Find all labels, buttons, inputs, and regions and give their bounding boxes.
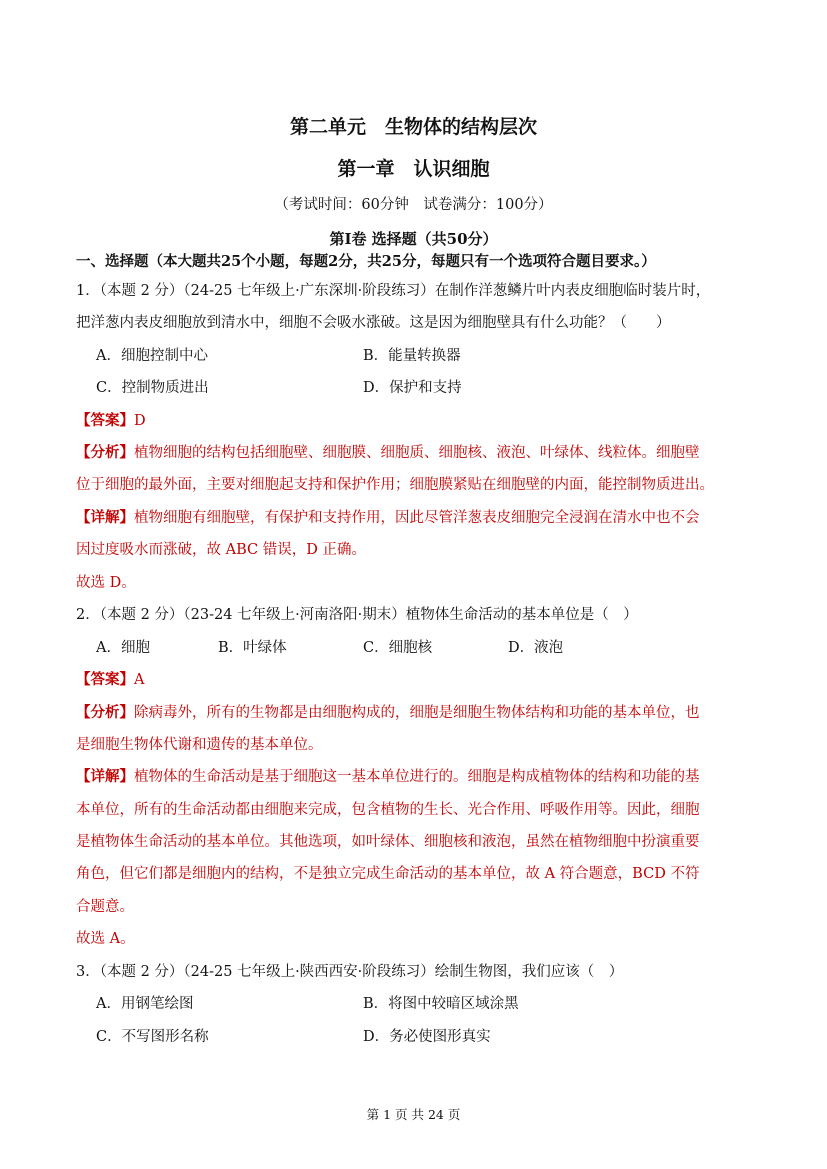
question-1-detail-line-2: 因过度吸水而涨破，故 ABC 错误，D 正确。: [76, 542, 366, 558]
question-2-analysis-line-2: 是细胞生物体代谢和遗传的基本单位。: [76, 737, 323, 753]
question-1-analysis-line-2: 位于细胞的最外面，主要对细胞起支持和保护作用；细胞膜紧贴在细胞壁的内面，能控制物质进出。: [76, 477, 714, 493]
section-instructions: 一、选择题（本大题共25个小题，每题2分，共25分，每题只有一个选项符合题目要求。）: [76, 253, 656, 270]
chapter-title: 第一章 认识细胞: [337, 158, 490, 180]
question-1-detail-line-1: [76, 508, 700, 528]
question-1-answer: [76, 411, 146, 431]
analysis-tag: 【分析】: [76, 444, 134, 461]
question-2-detail-line-4: 角色，但它们都是细胞内的结构，不是独立完成生命活动的基本单位，故 A 符合题意，BCD 不符: [76, 866, 700, 882]
question-1-stem-line-2: 把洋葱内表皮细胞放到清水中，细胞不会吸水涨破。这是因为细胞壁具有什么功能？（ ）: [76, 315, 671, 331]
question-2-analysis-line-1: [76, 703, 700, 723]
answer-value: A: [134, 672, 145, 688]
question-3-option-b: B．将图中较暗区域涂黑: [363, 996, 519, 1012]
analysis-tag: 【分析】: [76, 704, 134, 721]
answer-tag: 【答案】: [76, 671, 134, 688]
question-1-option-b: B．能量转换器: [363, 348, 461, 364]
exam-info: （考试时间：60分钟 试卷满分：100分）: [274, 197, 553, 213]
detail-text: 植物细胞有细胞壁，有保护和支持作用，因此尽管洋葱表皮细胞完全浸润在清水中也不会: [134, 510, 700, 526]
question-2-conclusion: 故选 A。: [76, 931, 135, 947]
question-3-option-d: D．务必使图形真实: [363, 1029, 491, 1045]
question-1-option-a: A．细胞控制中心: [96, 348, 208, 364]
question-2-option-c: C．细胞核: [363, 640, 433, 656]
analysis-text: 除病毒外，所有的生物都是由细胞构成的，细胞是细胞生物体结构和功能的基本单位，也: [134, 705, 700, 721]
section-title: 第Ⅰ卷 选择题（共50分）: [329, 230, 498, 248]
question-1-conclusion: 故选 D。: [76, 575, 136, 591]
question-1-option-c: C．控制物质进出: [96, 380, 209, 396]
unit-title: 第二单元 生物体的结构层次: [289, 116, 537, 138]
question-2-stem: 2．（本题 2 分）（23-24 七年级上·河南洛阳·期末）植物体生命活动的基本单位是（ ）: [76, 607, 638, 623]
question-3-option-a: A．用钢笔绘图: [96, 996, 194, 1012]
answer-tag: 【答案】: [76, 412, 134, 429]
question-2-option-b: B．叶绿体: [218, 640, 287, 656]
question-2-answer: [76, 670, 144, 690]
question-3-option-c: C．不写图形名称: [96, 1029, 209, 1045]
detail-tag: 【详解】: [76, 768, 134, 785]
question-2-detail-line-5: 合题意。: [76, 899, 134, 915]
question-3-stem: 3．（本题 2 分）（24-25 七年级上·陕西西安·阶段练习）绘制生物图，我们应该（ ）: [76, 964, 624, 980]
analysis-text: 植物细胞的结构包括细胞壁、细胞膜、细胞质、细胞核、液泡、叶绿体、线粒体。细胞壁: [134, 445, 700, 461]
question-1-option-d: D．保护和支持: [363, 380, 462, 396]
question-2-detail-line-2: 本单位，所有的生命活动都由细胞来完成，包含植物的生长、光合作用、呼吸作用等。因此，细胞: [76, 802, 700, 818]
answer-value: D: [134, 413, 146, 429]
page-footer: 第 1 页 共 24 页: [366, 1107, 461, 1122]
question-2-option-d: D．液泡: [508, 640, 564, 656]
detail-tag: 【详解】: [76, 509, 134, 526]
question-2-option-a: A．细胞: [96, 640, 150, 656]
question-2-detail-line-3: 是植物体生命活动的基本单位。其他选项，如叶绿体、细胞核和液泡，虽然在植物细胞中扮演重要: [76, 834, 700, 850]
question-2-detail-line-1: [76, 767, 700, 787]
question-1-analysis-line-1: [76, 443, 700, 463]
question-1-stem-line-1: 1．（本题 2 分）（24-25 七年级上·广东深圳·阶段练习）在制作洋葱鳞片叶内表皮细胞临时装片时，: [76, 283, 711, 299]
detail-text: 植物体的生命活动是基于细胞这一基本单位进行的。细胞是构成植物体的结构和功能的基: [134, 769, 700, 785]
